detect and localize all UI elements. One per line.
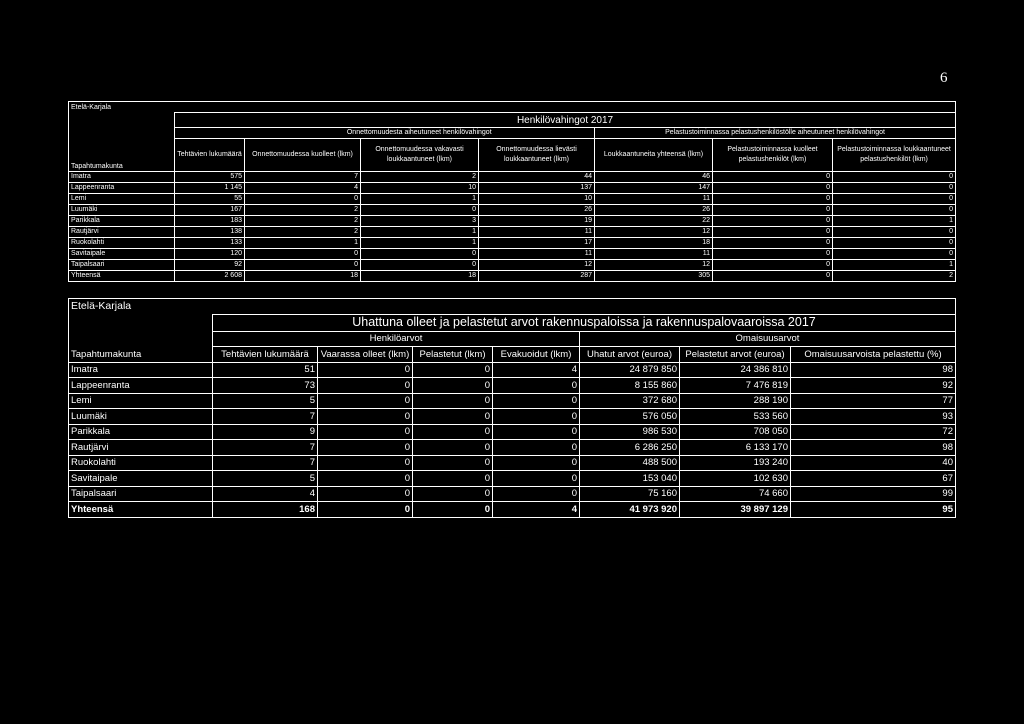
value-cell: 0	[713, 270, 833, 281]
value-cell: 0	[493, 393, 580, 409]
table-row	[69, 237, 956, 248]
value-cell: 133	[175, 237, 245, 248]
value-cell: 26	[479, 204, 595, 215]
municipality-cell: Taipalsaari	[69, 259, 175, 270]
table-row	[69, 259, 956, 270]
value-cell: 0	[318, 393, 413, 409]
value-cell: 93	[791, 409, 956, 425]
value-cell: 2	[245, 204, 361, 215]
value-cell: 8 155 860	[580, 378, 680, 394]
value-cell: 0	[318, 440, 413, 456]
value-cell: 0	[245, 248, 361, 259]
municipality-cell: Imatra	[69, 362, 213, 378]
value-cell: 0	[713, 204, 833, 215]
value-cell: 0	[493, 455, 580, 471]
value-cell: 0	[318, 455, 413, 471]
value-cell: 0	[713, 171, 833, 182]
value-cell: 153 040	[580, 471, 680, 487]
municipality-cell: Taipalsaari	[69, 486, 213, 502]
municipality-cell: Parikkala	[69, 215, 175, 226]
table-row	[69, 455, 956, 471]
value-cell: 0	[413, 471, 493, 487]
value-cell: 0	[318, 424, 413, 440]
value-cell: 0	[833, 237, 956, 248]
value-cell: 92	[175, 259, 245, 270]
column-header: Tehtävien lukumäärä	[175, 139, 245, 172]
municipality-cell: Luumäki	[69, 204, 175, 215]
column-header: Vaarassa olleet (lkm)	[318, 347, 413, 363]
municipality-cell: Savitaipale	[69, 248, 175, 259]
value-cell: 0	[413, 502, 493, 518]
column-header: Pelastetut (lkm)	[413, 347, 493, 363]
value-cell: 120	[175, 248, 245, 259]
municipality-cell: Luumäki	[69, 409, 213, 425]
value-cell: 0	[318, 486, 413, 502]
table-row	[69, 215, 956, 226]
value-cell: 92	[791, 378, 956, 394]
value-cell: 18	[361, 270, 479, 281]
table-row	[69, 226, 956, 237]
value-cell: 12	[595, 226, 713, 237]
value-cell: 51	[213, 362, 318, 378]
table-row	[69, 393, 956, 409]
value-cell: 0	[833, 193, 956, 204]
value-cell: 0	[713, 226, 833, 237]
value-cell: 5	[213, 393, 318, 409]
value-cell: 0	[713, 215, 833, 226]
table-row	[69, 440, 956, 456]
value-cell: 73	[213, 378, 318, 394]
municipality-cell: Ruokolahti	[69, 237, 175, 248]
value-cell: 0	[493, 409, 580, 425]
region-label: Etelä-Karjala	[69, 102, 956, 113]
value-cell: 0	[833, 171, 956, 182]
value-cell: 98	[791, 362, 956, 378]
value-cell: 708 050	[680, 424, 791, 440]
value-cell: 372 680	[580, 393, 680, 409]
column-header: Onnettomuudessa vakavasti loukkaantuneet (lkm)	[361, 139, 479, 172]
municipality-cell: Yhteensä	[69, 270, 175, 281]
value-cell: 0	[413, 378, 493, 394]
value-cell: 40	[791, 455, 956, 471]
column-header: Pelastustoiminnassa kuolleet pelastushenkilöt (lkm)	[713, 139, 833, 172]
municipality-cell: Lappeenranta	[69, 182, 175, 193]
value-cell: 0	[713, 182, 833, 193]
value-cell: 11	[595, 248, 713, 259]
value-cell: 11	[479, 248, 595, 259]
column-header: Onnettomuudessa kuolleet (lkm)	[245, 139, 361, 172]
value-cell: 5	[213, 471, 318, 487]
municipality-cell: Rautjärvi	[69, 440, 213, 456]
value-cell: 575	[175, 171, 245, 182]
value-cell: 0	[413, 362, 493, 378]
property-values-table	[68, 298, 956, 518]
value-cell: 0	[833, 226, 956, 237]
value-cell: 77	[791, 393, 956, 409]
injuries-table	[68, 101, 956, 282]
value-cell: 6 133 170	[680, 440, 791, 456]
value-cell: 986 530	[580, 424, 680, 440]
value-cell: 0	[493, 424, 580, 440]
value-cell: 1	[361, 193, 479, 204]
value-cell: 0	[833, 204, 956, 215]
group-header: Onnettomuudesta aiheutuneet henkilövahingot	[245, 128, 595, 139]
region-label: Etelä-Karjala	[69, 299, 956, 315]
value-cell: 1	[245, 237, 361, 248]
value-cell: 1	[361, 237, 479, 248]
value-cell: 98	[791, 440, 956, 456]
value-cell: 7	[213, 455, 318, 471]
value-cell: 0	[413, 393, 493, 409]
table-row	[69, 248, 956, 259]
table-row	[69, 362, 956, 378]
value-cell: 4	[213, 486, 318, 502]
value-cell: 18	[245, 270, 361, 281]
column-header: Pelastetut arvot (euroa)	[680, 347, 791, 363]
value-cell: 0	[318, 409, 413, 425]
table-row	[69, 378, 956, 394]
value-cell: 6 286 250	[580, 440, 680, 456]
table-title: Henkilövahingot 2017	[175, 113, 956, 128]
value-cell: 75 160	[580, 486, 680, 502]
municipality-cell: Yhteensä	[69, 502, 213, 518]
table-row	[69, 471, 956, 487]
municipality-cell: Rautjärvi	[69, 226, 175, 237]
table-row	[69, 182, 956, 193]
value-cell: 18	[595, 237, 713, 248]
value-cell: 11	[595, 193, 713, 204]
value-cell: 0	[493, 486, 580, 502]
column-header: Pelastustoiminnassa loukkaantuneet pelastushenkilöt (lkm)	[833, 139, 956, 172]
value-cell: 167	[175, 204, 245, 215]
value-cell: 0	[493, 378, 580, 394]
value-cell: 0	[361, 259, 479, 270]
value-cell: 183	[175, 215, 245, 226]
value-cell: 0	[413, 455, 493, 471]
column-header: Tehtävien lukumäärä	[213, 347, 318, 363]
column-header: Loukkaantuneita yhteensä (lkm)	[595, 139, 713, 172]
value-cell: 1	[833, 259, 956, 270]
value-cell: 0	[318, 362, 413, 378]
row-header: Tapahtumakunta	[69, 139, 175, 172]
value-cell: 0	[245, 193, 361, 204]
page-number: 6	[940, 70, 948, 86]
municipality-cell: Savitaipale	[69, 471, 213, 487]
municipality-cell: Parikkala	[69, 424, 213, 440]
municipality-cell: Lemi	[69, 393, 213, 409]
value-cell: 44	[479, 171, 595, 182]
table-row	[69, 409, 956, 425]
value-cell: 7	[213, 440, 318, 456]
value-cell: 1	[833, 215, 956, 226]
value-cell: 1	[361, 226, 479, 237]
value-cell: 67	[791, 471, 956, 487]
value-cell: 0	[713, 248, 833, 259]
value-cell: 0	[713, 237, 833, 248]
value-cell: 74 660	[680, 486, 791, 502]
value-cell: 288 190	[680, 393, 791, 409]
value-cell: 17	[479, 237, 595, 248]
group-header: Pelastustoiminnassa pelastushenkilöstölle aiheutuneet henkilövahingot	[595, 128, 956, 139]
value-cell: 7	[245, 171, 361, 182]
value-cell: 305	[595, 270, 713, 281]
value-cell: 0	[318, 502, 413, 518]
value-cell: 7 476 819	[680, 378, 791, 394]
group-header: Henkilöarvot	[213, 331, 580, 347]
column-header: Omaisuusarvoista pelastettu (%)	[791, 347, 956, 363]
value-cell: 0	[493, 440, 580, 456]
value-cell: 7	[213, 409, 318, 425]
total-row	[69, 502, 956, 518]
value-cell: 102 630	[680, 471, 791, 487]
value-cell: 10	[479, 193, 595, 204]
value-cell: 3	[361, 215, 479, 226]
municipality-cell: Imatra	[69, 171, 175, 182]
value-cell: 488 500	[580, 455, 680, 471]
value-cell: 99	[791, 486, 956, 502]
value-cell: 0	[245, 259, 361, 270]
value-cell: 193 240	[680, 455, 791, 471]
value-cell: 0	[413, 424, 493, 440]
value-cell: 2 608	[175, 270, 245, 281]
table-row	[69, 424, 956, 440]
value-cell: 138	[175, 226, 245, 237]
value-cell: 0	[713, 193, 833, 204]
value-cell: 0	[833, 182, 956, 193]
value-cell: 10	[361, 182, 479, 193]
value-cell: 41 973 920	[580, 502, 680, 518]
value-cell: 0	[493, 471, 580, 487]
table-row	[69, 204, 956, 215]
value-cell: 0	[413, 409, 493, 425]
value-cell: 576 050	[580, 409, 680, 425]
value-cell: 168	[213, 502, 318, 518]
value-cell: 4	[245, 182, 361, 193]
column-header: Onnettomuudessa lievästi loukkaantuneet (lkm)	[479, 139, 595, 172]
value-cell: 22	[595, 215, 713, 226]
value-cell: 2	[245, 215, 361, 226]
value-cell: 0	[713, 259, 833, 270]
municipality-cell: Ruokolahti	[69, 455, 213, 471]
column-header: Uhatut arvot (euroa)	[580, 347, 680, 363]
table-row	[69, 193, 956, 204]
value-cell: 2	[245, 226, 361, 237]
value-cell: 46	[595, 171, 713, 182]
value-cell: 19	[479, 215, 595, 226]
value-cell: 24 879 850	[580, 362, 680, 378]
total-row	[69, 270, 956, 281]
value-cell: 4	[493, 502, 580, 518]
table-title: Uhattuna olleet ja pelastetut arvot rakennuspaloissa ja rakennuspalovaaroissa 2017	[213, 314, 956, 331]
value-cell: 11	[479, 226, 595, 237]
column-header: Evakuoidut (lkm)	[493, 347, 580, 363]
row-header: Tapahtumakunta	[69, 347, 213, 363]
value-cell: 95	[791, 502, 956, 518]
municipality-cell: Lemi	[69, 193, 175, 204]
value-cell: 0	[413, 440, 493, 456]
value-cell: 26	[595, 204, 713, 215]
value-cell: 0	[361, 248, 479, 259]
value-cell: 0	[318, 471, 413, 487]
value-cell: 533 560	[680, 409, 791, 425]
value-cell: 0	[833, 248, 956, 259]
group-header: Omaisuusarvot	[580, 331, 956, 347]
value-cell: 0	[361, 204, 479, 215]
value-cell: 12	[595, 259, 713, 270]
value-cell: 24 386 810	[680, 362, 791, 378]
value-cell: 12	[479, 259, 595, 270]
value-cell: 1 145	[175, 182, 245, 193]
value-cell: 287	[479, 270, 595, 281]
value-cell: 0	[413, 486, 493, 502]
value-cell: 0	[318, 378, 413, 394]
value-cell: 2	[361, 171, 479, 182]
table-row	[69, 171, 956, 182]
value-cell: 4	[493, 362, 580, 378]
value-cell: 147	[595, 182, 713, 193]
value-cell: 137	[479, 182, 595, 193]
value-cell: 39 897 129	[680, 502, 791, 518]
value-cell: 2	[833, 270, 956, 281]
table-row	[69, 486, 956, 502]
value-cell: 55	[175, 193, 245, 204]
value-cell: 72	[791, 424, 956, 440]
value-cell: 9	[213, 424, 318, 440]
municipality-cell: Lappeenranta	[69, 378, 213, 394]
